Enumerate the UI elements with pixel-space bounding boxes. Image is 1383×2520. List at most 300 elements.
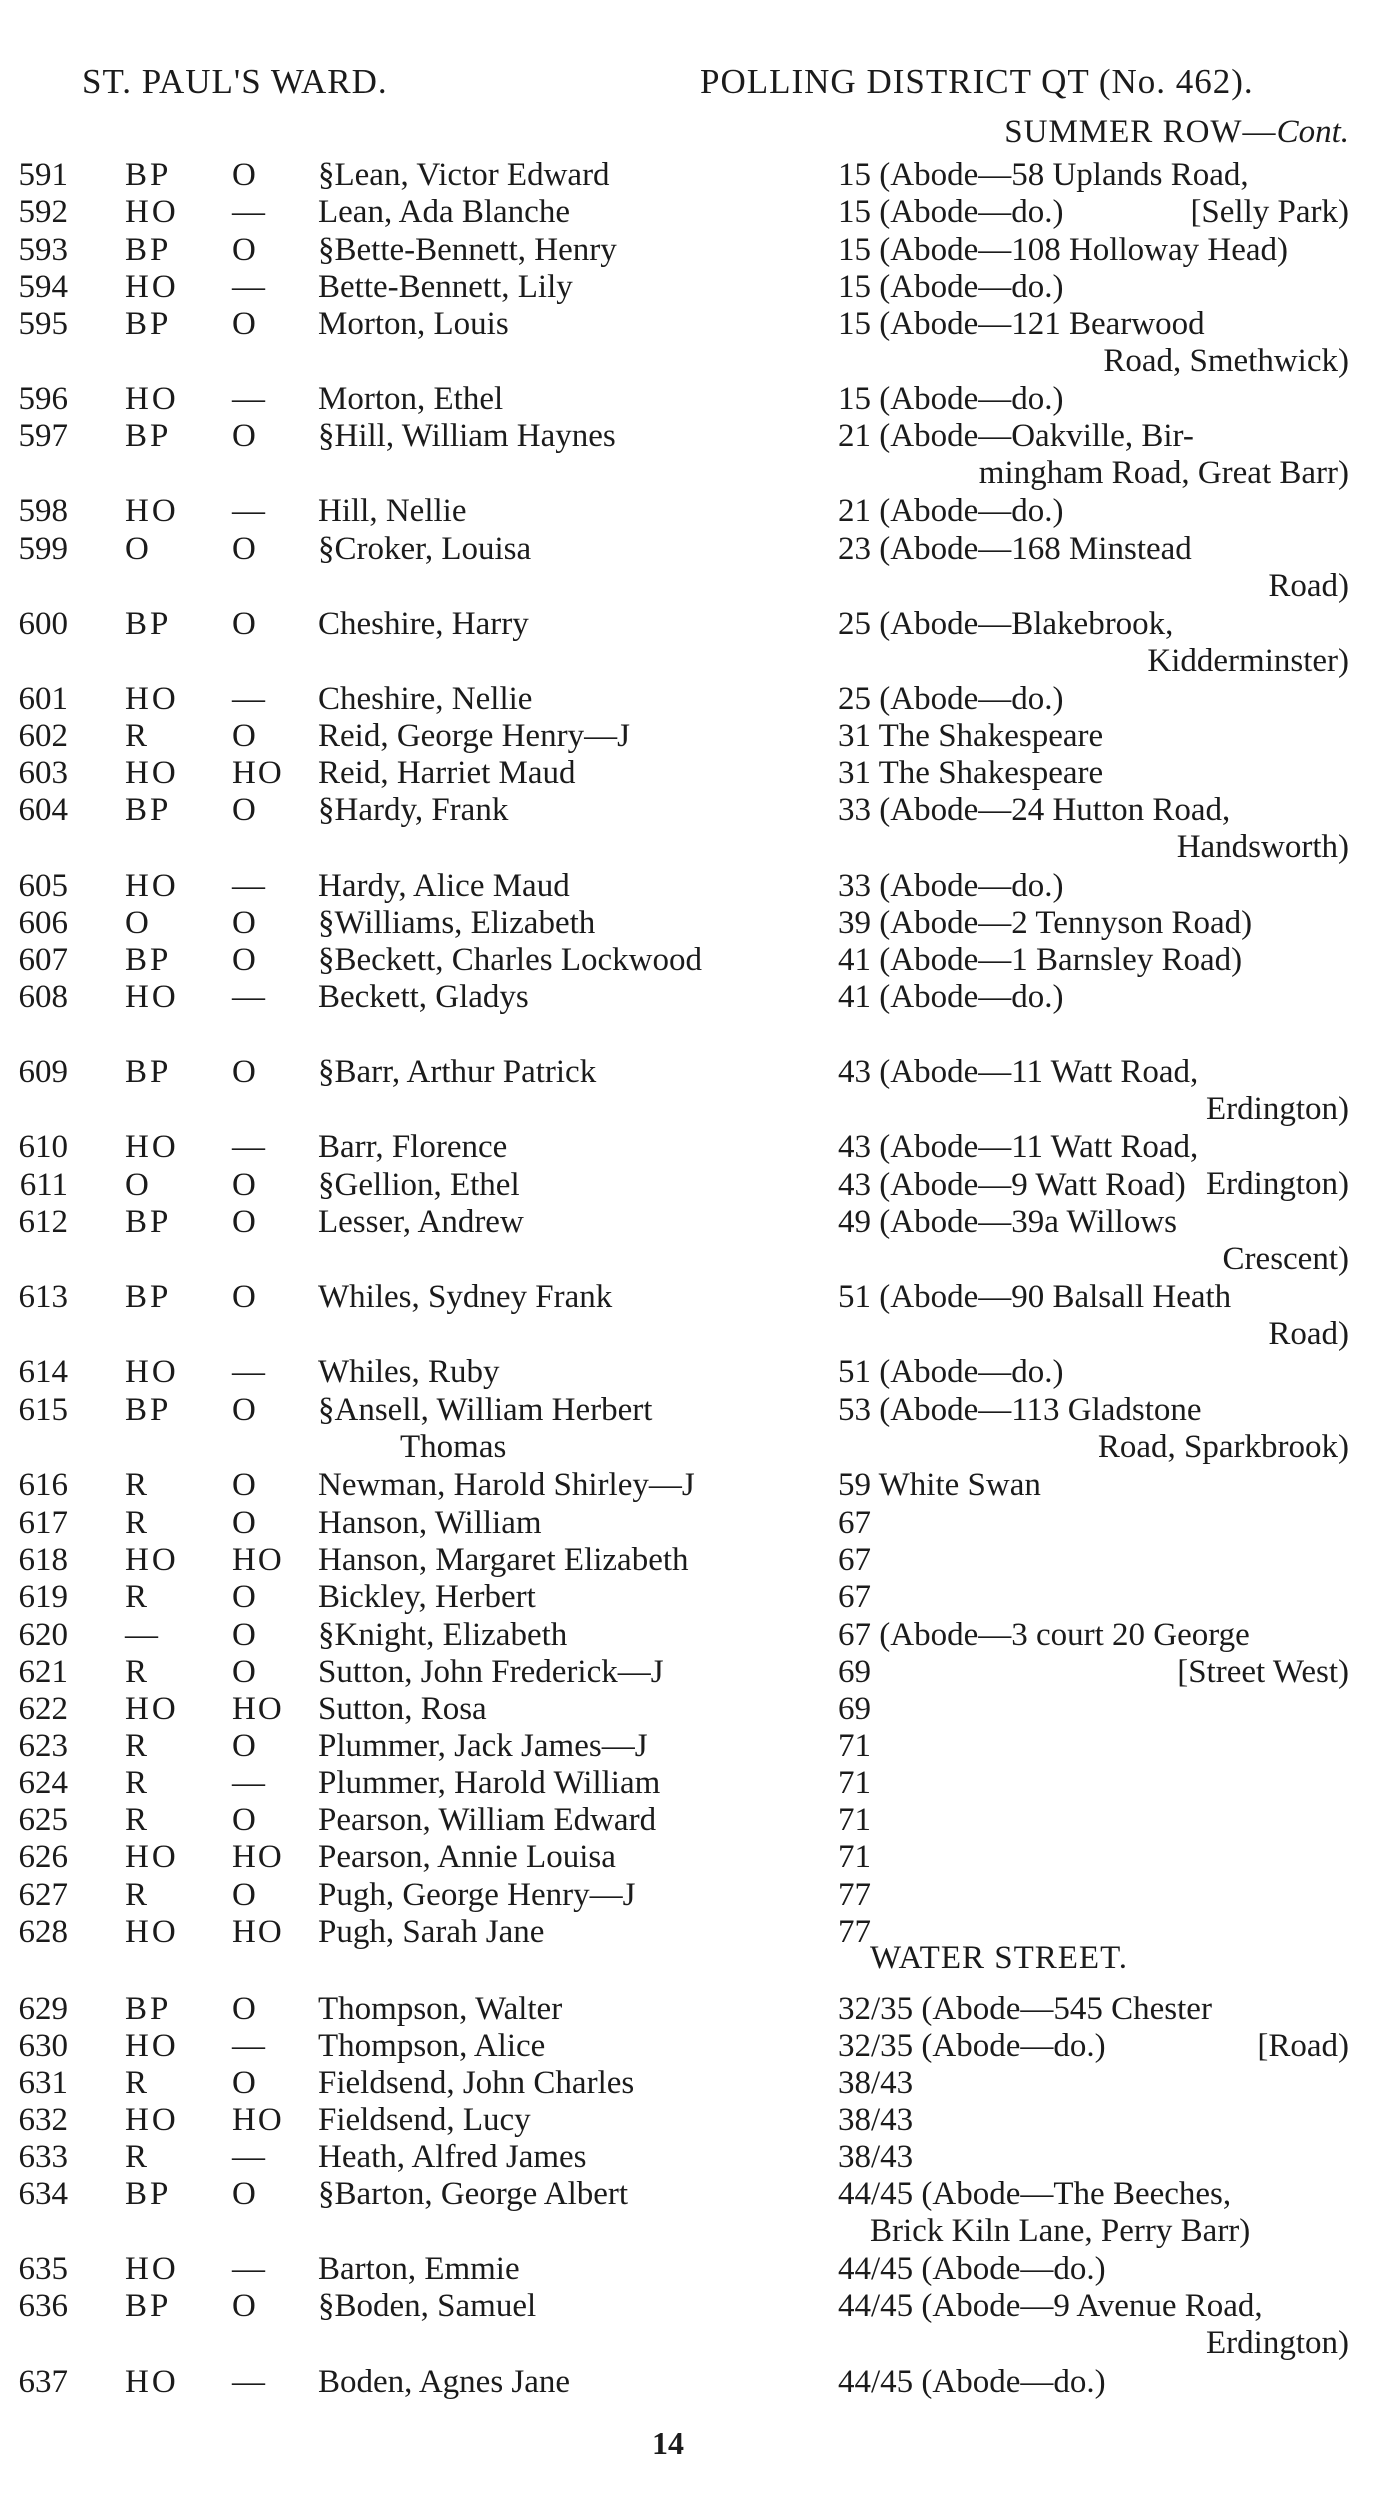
- elector-address-continued: Road): [1268, 568, 1349, 604]
- elector-row: [0, 1876, 1383, 1914]
- elector-address: 44/45 (Abode—do.): [838, 2364, 1106, 2400]
- qualification-code: HO: [125, 1129, 179, 1165]
- elector-address: 71: [838, 1765, 871, 1801]
- qualification-code: —: [125, 1617, 161, 1653]
- qualification-code: BP: [125, 1991, 172, 2027]
- elector-number: 628: [18, 1914, 68, 1950]
- second-qualification-code: O: [232, 1617, 258, 1653]
- qualification-code: O: [125, 905, 152, 941]
- elector-row: [0, 1653, 1383, 1691]
- elector-address: 43 (Abode—9 Watt Road): [838, 1167, 1186, 1203]
- second-qualification-code: O: [232, 2065, 258, 2101]
- elector-number: 627: [18, 1877, 68, 1913]
- elector-name: Beckett, Gladys: [318, 979, 529, 1015]
- elector-address: 23 (Abode—168 Minstead: [838, 531, 1192, 567]
- elector-address: 15 (Abode—do.): [838, 194, 1064, 230]
- qualification-code: HO: [125, 2028, 179, 2064]
- elector-number: 605: [18, 868, 68, 904]
- second-qualification-code: —: [232, 2028, 267, 2064]
- elector-number: 624: [18, 1765, 68, 1801]
- second-qualification-code: HO: [232, 755, 284, 791]
- elector-row: [0, 867, 1383, 905]
- qualification-code: BP: [125, 2176, 172, 2212]
- qualification-code: HO: [125, 2102, 179, 2138]
- elector-name: Hardy, Alice Maud: [318, 868, 570, 904]
- elector-number: 615: [18, 1392, 68, 1428]
- qualification-code: HO: [125, 681, 179, 717]
- elector-name: Pugh, Sarah Jane: [318, 1914, 545, 1950]
- elector-name: Hill, Nellie: [318, 493, 467, 529]
- elector-number: 608: [18, 979, 68, 1015]
- elector-row: [0, 492, 1383, 530]
- elector-address: 15 (Abode—121 Bearwood: [838, 306, 1205, 342]
- elector-number: 611: [19, 1167, 68, 1203]
- elector-address-continued: Brick Kiln Lane, Perry Barr): [870, 2213, 1251, 2249]
- elector-number: 592: [18, 194, 68, 230]
- ward-heading: ST. PAUL'S WARD.: [82, 62, 388, 101]
- qualification-code: BP: [125, 942, 172, 978]
- second-qualification-code: —: [232, 269, 267, 305]
- elector-number: 632: [18, 2102, 68, 2138]
- elector-name: §Bette-Bennett, Henry: [318, 232, 617, 268]
- elector-address: 38/43: [838, 2102, 914, 2138]
- second-qualification-code: O: [232, 606, 258, 642]
- elector-name: §Barton, George Albert: [318, 2176, 629, 2212]
- qualification-code: R: [125, 1579, 151, 1615]
- elector-address: 71: [838, 1839, 871, 1875]
- elector-number: 630: [18, 2028, 68, 2064]
- elector-address: 67: [838, 1579, 871, 1615]
- second-qualification-code: —: [232, 493, 267, 529]
- qualification-code: HO: [125, 1914, 179, 1950]
- qualification-code: R: [125, 2065, 151, 2101]
- elector-address: 67 (Abode—3 court 20 George: [838, 1617, 1250, 1653]
- continued-marker: Cont.: [1276, 114, 1349, 150]
- elector-name: §Hill, William Haynes: [318, 418, 616, 454]
- page-number: 14: [652, 2425, 684, 2461]
- second-qualification-code: —: [232, 2364, 267, 2400]
- elector-number: 594: [18, 269, 68, 305]
- second-qualification-code: O: [232, 1279, 258, 1315]
- elector-row: [0, 2101, 1383, 2139]
- elector-name: Hanson, William: [318, 1505, 542, 1541]
- elector-name: Fieldsend, Lucy: [318, 2102, 531, 2138]
- elector-row: [0, 791, 1383, 865]
- elector-row: [0, 1391, 1383, 1465]
- elector-name: §Croker, Louisa: [318, 531, 532, 567]
- elector-name: Thompson, Alice: [318, 2028, 546, 2064]
- elector-name-continued: Thomas: [400, 1429, 507, 1465]
- elector-address-continued: Road, Sparkbrook): [1097, 1429, 1349, 1465]
- polling-district-heading: POLLING DISTRICT QT (No. 462).: [700, 62, 1254, 101]
- second-qualification-code: HO: [232, 1914, 284, 1950]
- elector-name: Cheshire, Nellie: [318, 681, 533, 717]
- elector-address: 71: [838, 1802, 871, 1838]
- qualification-code: R: [125, 1467, 151, 1503]
- elector-name: §Ansell, William Herbert: [318, 1392, 653, 1428]
- qualification-code: R: [125, 2139, 151, 2175]
- qualification-code: HO: [125, 269, 179, 305]
- qualification-code: HO: [125, 1691, 179, 1727]
- elector-address: 44/45 (Abode—The Beeches,: [838, 2176, 1232, 2212]
- elector-name: §Lean, Victor Edward: [318, 157, 610, 193]
- qualification-code: BP: [125, 1204, 172, 1240]
- elector-number: 621: [18, 1654, 68, 1690]
- elector-address: 15 (Abode—58 Uplands Road,: [838, 157, 1249, 193]
- elector-name: Barr, Florence: [318, 1129, 508, 1165]
- elector-address: 39 (Abode—2 Tennyson Road): [838, 905, 1253, 941]
- elector-row: [0, 1578, 1383, 1616]
- second-qualification-code: HO: [232, 1839, 284, 1875]
- elector-number: 596: [18, 381, 68, 417]
- elector-row: [0, 2175, 1383, 2249]
- qualification-code: R: [125, 1505, 151, 1541]
- elector-name: §Beckett, Charles Lockwood: [318, 942, 702, 978]
- second-qualification-code: O: [232, 1167, 258, 1203]
- second-qualification-code: O: [232, 718, 258, 754]
- qualification-code: HO: [125, 868, 179, 904]
- qualification-code: R: [125, 1802, 151, 1838]
- second-qualification-code: —: [232, 381, 267, 417]
- elector-name: Plummer, Jack James—J: [318, 1728, 648, 1764]
- qualification-code: BP: [125, 157, 172, 193]
- second-qualification-code: O: [232, 418, 258, 454]
- elector-name: Whiles, Ruby: [318, 1354, 500, 1390]
- elector-address: 69: [838, 1691, 871, 1727]
- elector-address: 53 (Abode—113 Gladstone: [838, 1392, 1202, 1428]
- elector-row: [0, 1541, 1383, 1579]
- qualification-code: O: [125, 531, 152, 567]
- second-qualification-code: O: [232, 2176, 258, 2212]
- qualification-code: HO: [125, 755, 179, 791]
- qualification-code: R: [125, 1654, 151, 1690]
- elector-row: [0, 680, 1383, 718]
- elector-row: [0, 904, 1383, 942]
- elector-address-continued: Road): [1268, 1316, 1349, 1352]
- elector-row: [0, 305, 1383, 379]
- elector-row: [0, 268, 1383, 306]
- elector-number: 634: [18, 2176, 68, 2212]
- elector-name: Reid, George Henry—J: [318, 718, 630, 754]
- elector-name: Lean, Ada Blanche: [318, 194, 570, 230]
- elector-address: 69: [838, 1654, 871, 1690]
- elector-name: §Gellion, Ethel: [318, 1167, 520, 1203]
- elector-row: [0, 978, 1383, 1016]
- second-qualification-code: —: [232, 1765, 267, 1801]
- elector-number: 613: [18, 1279, 68, 1315]
- elector-address: 44/45 (Abode—do.): [838, 2251, 1106, 2287]
- elector-number: 604: [18, 792, 68, 828]
- elector-address-continued: Erdington): [1206, 1166, 1349, 1202]
- elector-name: Fieldsend, John Charles: [318, 2065, 635, 2101]
- qualification-code: HO: [125, 2364, 179, 2400]
- elector-name: Lesser, Andrew: [318, 1204, 524, 1240]
- elector-address-continued: mingham Road, Great Barr): [978, 455, 1349, 491]
- qualification-code: O: [125, 1167, 152, 1203]
- elector-row: [0, 1764, 1383, 1802]
- elector-number: 619: [18, 1579, 68, 1615]
- elector-name: Pearson, Annie Louisa: [318, 1839, 616, 1875]
- elector-number: 623: [18, 1728, 68, 1764]
- qualification-code: BP: [125, 418, 172, 454]
- elector-number: 625: [18, 1802, 68, 1838]
- second-qualification-code: O: [232, 1579, 258, 1615]
- second-qualification-code: O: [232, 942, 258, 978]
- qualification-code: BP: [125, 606, 172, 642]
- second-qualification-code: O: [232, 306, 258, 342]
- elector-name: §Boden, Samuel: [318, 2288, 537, 2324]
- second-qualification-code: O: [232, 1654, 258, 1690]
- elector-address: 67: [838, 1542, 871, 1578]
- qualification-code: HO: [125, 1839, 179, 1875]
- elector-row: [0, 1913, 1383, 1951]
- qualification-code: BP: [125, 1279, 172, 1315]
- elector-address: 25 (Abode—do.): [838, 681, 1064, 717]
- elector-name: Plummer, Harold William: [318, 1765, 661, 1801]
- elector-name: Morton, Louis: [318, 306, 509, 342]
- elector-row: [0, 1801, 1383, 1839]
- qualification-code: HO: [125, 1542, 179, 1578]
- elector-row: [0, 2064, 1383, 2102]
- elector-row: [0, 2363, 1383, 2401]
- elector-address: 51 (Abode—do.): [838, 1354, 1064, 1390]
- street-heading-water-street: WATER STREET.: [870, 1940, 1129, 1976]
- elector-number: 618: [18, 1542, 68, 1578]
- elector-address-continued: Road, Smethwick): [1103, 343, 1349, 379]
- qualification-code: HO: [125, 381, 179, 417]
- elector-row: [0, 2027, 1383, 2065]
- elector-name: Bette-Bennett, Lily: [318, 269, 573, 305]
- address-overflow: [Selly Park): [1190, 194, 1349, 230]
- second-qualification-code: —: [232, 979, 267, 1015]
- qualification-code: HO: [125, 1354, 179, 1390]
- second-qualification-code: —: [232, 1354, 267, 1390]
- elector-row: [0, 1203, 1383, 1277]
- elector-address: 32/35 (Abode—do.): [838, 2028, 1106, 2064]
- elector-address: 38/43: [838, 2065, 914, 2101]
- elector-name: Morton, Ethel: [318, 381, 504, 417]
- second-qualification-code: O: [232, 1802, 258, 1838]
- elector-row: [0, 1690, 1383, 1728]
- elector-name: Hanson, Margaret Elizabeth: [318, 1542, 689, 1578]
- second-qualification-code: O: [232, 1204, 258, 1240]
- elector-name: §Barr, Arthur Patrick: [318, 1054, 597, 1090]
- elector-row: [0, 193, 1383, 231]
- elector-number: 610: [18, 1129, 68, 1165]
- qualification-code: BP: [125, 792, 172, 828]
- second-qualification-code: O: [232, 1877, 258, 1913]
- elector-address-continued: Crescent): [1222, 1241, 1349, 1277]
- elector-name: Reid, Harriet Maud: [318, 755, 576, 791]
- elector-name: Pugh, George Henry—J: [318, 1877, 636, 1913]
- elector-number: 595: [18, 306, 68, 342]
- qualification-code: HO: [125, 493, 179, 529]
- elector-name: Pearson, William Edward: [318, 1802, 657, 1838]
- elector-address-continued: Kidderminster): [1147, 643, 1349, 679]
- elector-name: Newman, Harold Shirley—J: [318, 1467, 695, 1503]
- second-qualification-code: O: [232, 1392, 258, 1428]
- qualification-code: HO: [125, 979, 179, 1015]
- elector-number: 620: [18, 1617, 68, 1653]
- elector-address: 15 (Abode—do.): [838, 381, 1064, 417]
- elector-number: 593: [18, 232, 68, 268]
- qualification-code: BP: [125, 1392, 172, 1428]
- elector-number: 626: [18, 1839, 68, 1875]
- elector-row: [0, 1990, 1383, 2028]
- qualification-code: HO: [125, 2251, 179, 2287]
- elector-name: Thompson, Walter: [318, 1991, 563, 2027]
- elector-row: [0, 1466, 1383, 1504]
- elector-address: 41 (Abode—do.): [838, 979, 1064, 1015]
- elector-number: 603: [18, 755, 68, 791]
- elector-name: Sutton, John Frederick—J: [318, 1654, 664, 1690]
- elector-row: [0, 717, 1383, 755]
- elector-name: Boden, Agnes Jane: [318, 2364, 571, 2400]
- elector-address: 15 (Abode—108 Holloway Head): [838, 232, 1288, 268]
- elector-address: 32/35 (Abode—545 Chester: [838, 1991, 1212, 2027]
- address-overflow: [Road): [1257, 2028, 1349, 2064]
- elector-address-continued: Handsworth): [1176, 829, 1349, 865]
- elector-row: [0, 1053, 1383, 1127]
- elector-row: [0, 1353, 1383, 1391]
- elector-row: [0, 2250, 1383, 2288]
- second-qualification-code: O: [232, 1467, 258, 1503]
- second-qualification-code: —: [232, 681, 267, 717]
- elector-name: Heath, Alfred James: [318, 2139, 587, 2175]
- elector-number: 602: [18, 718, 68, 754]
- address-overflow: [Street West): [1177, 1654, 1349, 1690]
- elector-number: 633: [18, 2139, 68, 2175]
- elector-address: 15 (Abode—do.): [838, 269, 1064, 305]
- second-qualification-code: O: [232, 792, 258, 828]
- elector-number: 622: [18, 1691, 68, 1727]
- elector-address: 33 (Abode—24 Hutton Road,: [838, 792, 1231, 828]
- elector-row: [0, 380, 1383, 418]
- street-name: SUMMER ROW—: [1004, 114, 1277, 150]
- elector-number: 614: [18, 1354, 68, 1390]
- elector-row: [0, 1727, 1383, 1765]
- qualification-code: R: [125, 1877, 151, 1913]
- elector-name: Sutton, Rosa: [318, 1691, 487, 1727]
- qualification-code: R: [125, 718, 151, 754]
- elector-row: [0, 1616, 1383, 1654]
- elector-row: [0, 2287, 1383, 2361]
- second-qualification-code: HO: [232, 1691, 284, 1727]
- elector-address: 77: [838, 1914, 871, 1950]
- elector-name: Bickley, Herbert: [318, 1579, 536, 1615]
- second-qualification-code: HO: [232, 2102, 284, 2138]
- elector-address: 21 (Abode—do.): [838, 493, 1064, 529]
- elector-number: 616: [18, 1467, 68, 1503]
- elector-number: 636: [18, 2288, 68, 2324]
- elector-row: [0, 1838, 1383, 1876]
- elector-number: 607: [18, 942, 68, 978]
- second-qualification-code: O: [232, 905, 258, 941]
- elector-number: 599: [18, 531, 68, 567]
- qualification-code: BP: [125, 232, 172, 268]
- elector-row: [0, 2138, 1383, 2176]
- elector-address: 38/43: [838, 2139, 914, 2175]
- second-qualification-code: O: [232, 531, 258, 567]
- second-qualification-code: —: [232, 1129, 267, 1165]
- elector-number: 600: [18, 606, 68, 642]
- second-qualification-code: —: [232, 868, 267, 904]
- elector-row: [0, 231, 1383, 269]
- elector-row: [0, 530, 1383, 604]
- qualification-code: HO: [125, 194, 179, 230]
- elector-number: 601: [18, 681, 68, 717]
- elector-row: [0, 754, 1383, 792]
- second-qualification-code: —: [232, 194, 267, 230]
- qualification-code: BP: [125, 306, 172, 342]
- elector-address: 59 White Swan: [838, 1467, 1041, 1503]
- elector-address: 49 (Abode—39a Willows: [838, 1204, 1178, 1240]
- elector-number: 597: [18, 418, 68, 454]
- elector-row: [0, 1278, 1383, 1352]
- elector-name: Cheshire, Harry: [318, 606, 529, 642]
- elector-row: [0, 417, 1383, 491]
- elector-address: 44/45 (Abode—9 Avenue Road,: [838, 2288, 1263, 2324]
- elector-row: [0, 1166, 1383, 1204]
- second-qualification-code: O: [232, 1054, 258, 1090]
- elector-address: 31 The Shakespeare: [838, 718, 1104, 754]
- elector-name: §Williams, Elizabeth: [318, 905, 596, 941]
- elector-address: 51 (Abode—90 Balsall Heath: [838, 1279, 1232, 1315]
- elector-number: 631: [18, 2065, 68, 2101]
- elector-number: 598: [18, 493, 68, 529]
- elector-address: 33 (Abode—do.): [838, 868, 1064, 904]
- second-qualification-code: O: [232, 2288, 258, 2324]
- elector-number: 612: [18, 1204, 68, 1240]
- elector-number: 609: [18, 1054, 68, 1090]
- elector-number: 635: [18, 2251, 68, 2287]
- qualification-code: R: [125, 1765, 151, 1801]
- second-qualification-code: O: [232, 1728, 258, 1764]
- elector-row: [0, 156, 1383, 194]
- qualification-code: R: [125, 1728, 151, 1764]
- elector-address: 71: [838, 1728, 871, 1764]
- elector-name: §Knight, Elizabeth: [318, 1617, 568, 1653]
- elector-number: 591: [18, 157, 68, 193]
- elector-number: 629: [18, 1991, 68, 2027]
- elector-address-continued: Erdington): [1206, 2325, 1349, 2361]
- elector-number: 637: [18, 2364, 68, 2400]
- second-qualification-code: —: [232, 2139, 267, 2175]
- second-qualification-code: O: [232, 1505, 258, 1541]
- elector-address: 43 (Abode—11 Watt Road,: [838, 1054, 1199, 1090]
- street-heading-summer-row: [1004, 114, 1349, 151]
- elector-address: 31 The Shakespeare: [838, 755, 1104, 791]
- elector-address: 21 (Abode—Oakville, Bir-: [838, 418, 1194, 454]
- elector-address: 77: [838, 1877, 871, 1913]
- second-qualification-code: O: [232, 157, 258, 193]
- second-qualification-code: HO: [232, 1542, 284, 1578]
- elector-address: 67: [838, 1505, 871, 1541]
- elector-address: 25 (Abode—Blakebrook,: [838, 606, 1174, 642]
- elector-address: 41 (Abode—1 Barnsley Road): [838, 942, 1243, 978]
- qualification-code: BP: [125, 1054, 172, 1090]
- second-qualification-code: O: [232, 232, 258, 268]
- elector-number: 606: [18, 905, 68, 941]
- elector-row: [0, 1504, 1383, 1542]
- elector-name: Whiles, Sydney Frank: [318, 1279, 613, 1315]
- elector-address-continued: Erdington): [1206, 1091, 1349, 1127]
- qualification-code: BP: [125, 2288, 172, 2324]
- elector-row: [0, 605, 1383, 679]
- elector-row: [0, 941, 1383, 979]
- elector-number: 617: [18, 1505, 68, 1541]
- elector-address: 43 (Abode—11 Watt Road,: [838, 1129, 1199, 1165]
